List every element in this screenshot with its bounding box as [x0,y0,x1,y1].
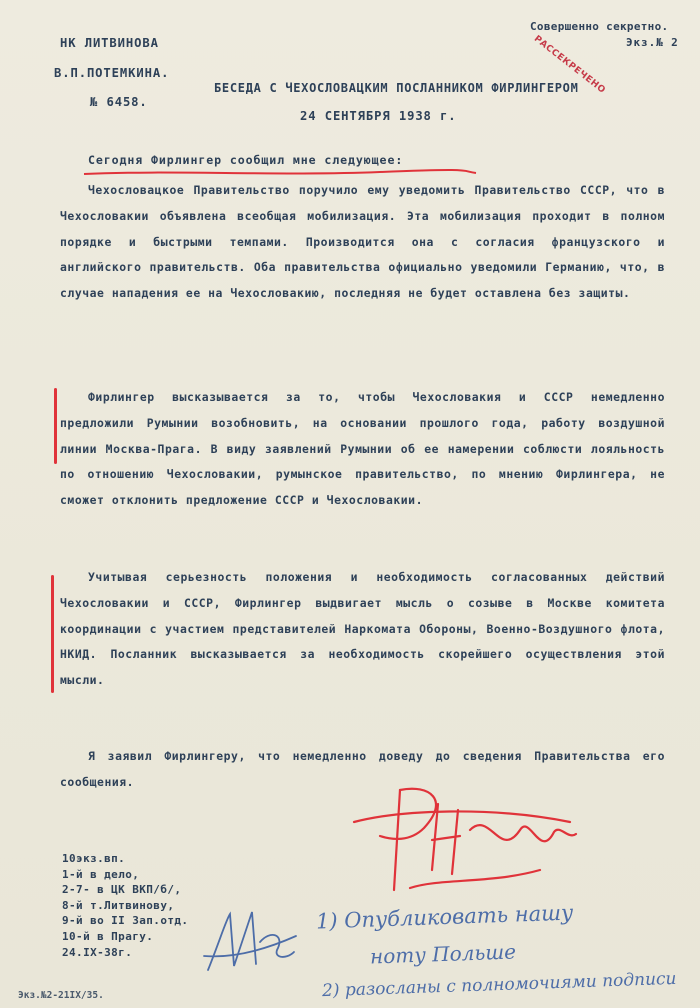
archive-note: Экз.№2-21IX/35. [18,990,104,1001]
signature [340,770,580,910]
handwritten-note-line-3: 2) разосланы с полномочиями подписи [321,968,677,1002]
declassified-stamp: РАССЕКРЕЧЕНО [531,34,608,96]
handwritten-note-line-1: 1) Опубликовать нашу [315,900,574,934]
addressee-line-2: В.П.ПОТЕМКИНА. [54,66,170,80]
document-title: БЕСЕДА С ЧЕХОСЛОВАЦКИМ ПОСЛАННИКОМ ФИРЛИНГЕРОМ [214,81,579,95]
handwritten-note-line-2: ноту Польше [369,939,517,969]
blue-initials [200,900,300,980]
margin-mark-2 [51,575,54,693]
classification-mark: Совершенно секретно. [530,20,669,33]
copy-number: Экз.№ 2 [626,36,679,49]
distribution-list [62,852,188,961]
paragraph-4: Я заявил Фирлингеру, что немедленно доведу до сведения Правительства его сообщения. [60,749,665,789]
distribution-line: 10-й в Прагу. [62,929,154,943]
paragraph-3: Учитывая серьезность положения и необходимость согласованных действий Чехословакии и СССР, Фирлингер выдвигает мысль о созыве в Москве комитета координации с участием представителей Наркомата Обороны, Военно-Воздушного флота, НКИД. Посланник высказывается за необходимость скорейшего осуществления этой мысли. [60,570,665,688]
distribution-line: 1-й в дело, [62,867,140,881]
addressee-line-1: НК ЛИТВИНОВА [60,36,159,50]
distribution-line: 2-7- в ЦК ВКП/б/, [62,883,182,897]
opening-line: Сегодня Фирлингер сообщил мне следующее: [88,153,404,167]
paragraph-2: Фирлингер высказывается за то, чтобы Чехословакия и СССР немедленно предложили Румынии возобновить, на основании прошлого года, работу воздушной линии Москва-Прага. В виду заявлений Румынии об ее намерении соблюсти лояльность по отношению Чехословакии, румынское правительство, по мнению Фирлингера, не сможет отклонить предложение СССР и Чехословакии. [60,390,665,508]
document-date: 24 СЕНТЯБРЯ 1938 г. [300,109,457,123]
distribution-line: 9-й во II Зап.отд. [62,914,189,928]
distribution-line: 10экз.вп. [62,852,126,865]
margin-mark-1 [54,388,57,464]
distribution-line: 8-й т.Литвинову, [62,898,175,912]
paragraph-1: Чехословацкое Правительство поручило ему уведомить Правительство СССР, что в Чехословакии объявлена всеобщая мобилизация. Эта мобилизация проходит в полном порядке и быстрыми темпами. Производится она с согласия французского и английского правительств. Оба правительства официально уведомили Германию, что, в случае нападения ее на Чехословакию, последняя не будет оставлена без защиты. [60,183,665,301]
document-number: № 6458. [90,95,148,109]
distribution-line: 24.IX-38г. [62,945,133,959]
